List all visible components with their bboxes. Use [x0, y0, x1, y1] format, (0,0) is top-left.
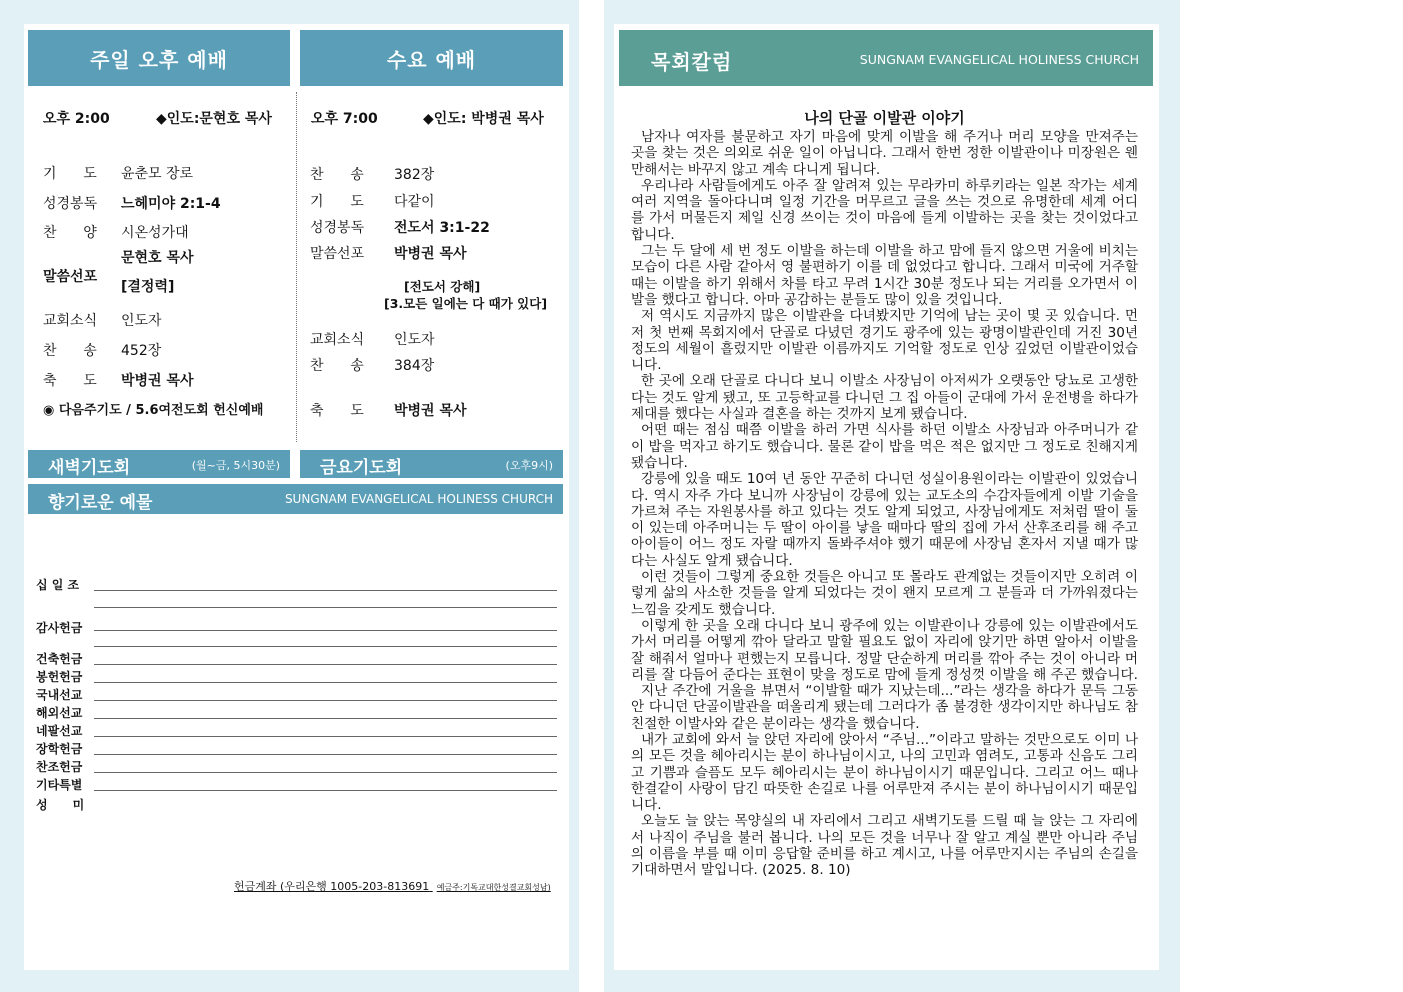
offering-line: [94, 790, 557, 791]
article-paragraph: 지난 주간에 거울을 뷰면서 “이발할 때가 지났는데...”라는 생각을 하다가 문득 그동안 다니던 단골이발관을 떠올리게 됐는데 그러다가 좀 불경한 생각이지만 하나님도 참 친절한 이발사와 같은 분이라는 생각을 했습니다.: [631, 683, 1139, 732]
sunday-pm-time: 오후 2:00: [43, 111, 110, 127]
article-paragraph: 이렇게 한 곳을 오래 다니다 보니 광주에 있는 이발관이나 강릉에 있는 이발관에서도 가서 머리를 어떻게 깎아 달라고 말할 필요도 없이 자리에 앉기만 하면 알아서 이발을 잘 해줘서 얼마나 편했는지 모릅니다. 정말 단순하게 머리를 깎아 주는 것이 아니라 머리를 잘 다듬어 준다는 표현이 맞을 정도로 맘에 들게 정성껏 이발을 해 주곤 했습니다.: [631, 617, 1138, 683]
offering-item-label: 찬조헌금: [36, 760, 83, 774]
wednesday-header: [300, 30, 563, 86]
column-header-title: 목회칼럼: [651, 50, 733, 74]
sunday-pm-value: 452장: [121, 343, 162, 359]
account-number: 헌금계좌 (우리은행 1005-203-813691: [234, 880, 430, 893]
sunday-pm-value: 시온성가대: [121, 225, 189, 241]
friday-prayer-time: (오후9시): [505, 459, 553, 472]
article-paragraph: 우리나라 사람들에게도 아주 잘 알려져 있는 무라카미 하루키라는 일본 작가는 세계 여러 지역을 돌아다니며 일정 기간을 머무르고 글을 쓰는 것으로 유명한데 세계 어디를 가서 머물든지 제일 신경 쓰이는 것이 마음에 들게 이발하는 곳을 찾는 것이었다고 합니다.: [631, 177, 1138, 243]
sunday-pm-sermon-label: 말씀선포: [43, 269, 98, 285]
wednesday-title: 수요 예배: [386, 47, 477, 72]
sunday-pm-value: 인도자: [121, 313, 162, 329]
wednesday-label: 기 도: [310, 194, 364, 210]
wednesday-leader: ◆인도: 박병권 목사: [423, 111, 544, 127]
wednesday-sermon-series: [전도서 강해]: [404, 279, 481, 294]
column-header: [619, 30, 1153, 86]
article-paragraph: 내가 교회에 와서 늘 앉던 자리에 앉아서 “주님...”이라고 말하는 것만으로도 이미 나의 모든 것을 헤아리시는 분이 하나님이시고, 나의 고민과 염려도, 고통과 신음도 그리고 기쁨과 슬픔도 모두 헤아리시는 분이 하나님이시기 때문입니다. 그리고 어느 때나 한결같이 사랑이 담긴 따뜻한 손길로 나를 어루만져 주시는 분이 하나님이시기 때문입니다.: [631, 731, 1138, 814]
offering-line: [94, 754, 557, 755]
sunday-pm-header: [28, 30, 290, 86]
wednesday-time: 오후 7:00: [311, 111, 378, 127]
offering-item-label: 건축헌금: [36, 652, 83, 666]
sunday-pm-label: 성경봉독: [43, 196, 98, 212]
wednesday-label: 말씀선포: [310, 246, 365, 262]
offering-line: [94, 646, 557, 647]
offering-line: [94, 590, 557, 591]
offering-item-label: 장학헌금: [36, 742, 83, 756]
offering-item-label: 기타특별: [36, 778, 83, 792]
wednesday-label: 찬 송: [310, 358, 364, 374]
sunday-pm-sermon-preacher: 문현호 목사: [121, 250, 194, 266]
sunday-pm-label: 찬 송: [43, 343, 97, 359]
wednesday-sermon-title: [3.모든 일에는 다 때가 있다]: [384, 296, 548, 311]
wednesday-value: 전도서 3:1-22: [394, 220, 490, 236]
wednesday-value: 박병권 목사: [394, 403, 467, 419]
offering-item-label: 봉헌헌금: [36, 670, 83, 684]
offering-item-label: 성 미: [36, 798, 85, 812]
wednesday-label: 축 도: [310, 403, 364, 419]
article-paragraph: 남자나 여자를 불문하고 자기 마음에 맞게 이발을 해 주거나 머리 모양을 만져주는 곳을 찾는 것은 의외로 쉬운 일이 아닙니다. 그래서 한번 정한 이발관이나 미장원은 웬만해서는 바꾸지 않고 계속 다니게 됩니다.: [631, 129, 1138, 178]
wednesday-value: 인도자: [394, 332, 435, 348]
column-article: [631, 129, 1138, 879]
offering-line: [94, 736, 557, 737]
wednesday-label: 교회소식: [310, 332, 365, 348]
sunday-pm-label: 찬 양: [43, 225, 97, 241]
sunday-pm-value: 윤춘모 장로: [121, 166, 194, 182]
wednesday-value: 다같이: [394, 194, 435, 210]
offering-item-label: 해외선교: [36, 706, 83, 720]
offering-item-label: 감사헌금: [36, 621, 83, 635]
offering-title: 향기로운 예물: [48, 493, 153, 513]
offering-bar: [28, 484, 563, 514]
article-paragraph: 어떤 때는 점심 때쯤 이발을 하러 가면 식사를 하던 이발소 사장님과 아주머니가 같이 밥을 먹자고 하기도 했습니다. 물론 같이 밥을 먹은 적은 없지만 그 정도로 친해지게 됐습니다.: [631, 422, 1138, 471]
wednesday-value: 382장: [394, 167, 435, 183]
sunday-pm-title: 주일 오후 예배: [90, 47, 228, 72]
sunday-pm-sermon-title: [결정력]: [121, 279, 175, 295]
sunday-pm-label: 축 도: [43, 373, 97, 389]
offering-item-label: 국내선교: [36, 688, 83, 702]
wednesday-value: 384장: [394, 358, 435, 374]
column-divider: [296, 92, 297, 442]
article-paragraph: 오늘도 늘 앉는 목양실의 내 자리에서 그리고 새벽기도를 드릴 때 늘 앉는 그 자리에서 나직이 주님을 불러 봅니다. 나의 모든 것을 너무나 잘 알고 계실 뿐만 아니라 주님의 이름을 부를 때 이미 응답할 준비를 하고 계시고, 나를 어루만지시는 주님의 손길을 기대하면서 말입니다. (2025. 8. 10): [631, 813, 1138, 879]
friday-prayer-title: 금요기도회: [320, 458, 403, 478]
article-paragraph: 저 역시도 지금까지 많은 이발관을 다녀봤지만 기억에 남는 곳이 몇 곳 있습니다. 먼저 첫 번째 목회지에서 단골로 다녔던 경기도 광주에 있는 광명이발관인데 거진 30년 정도의 세월이 흘렀지만 이발관 이름까지도 기억할 정도로 인상 깊었던 이발관이었습니다.: [631, 308, 1138, 374]
column-header-church: SUNGNAM EVANGELICAL HOLINESS CHURCH: [859, 52, 1139, 67]
sunday-pm-value: 느헤미야 2:1-4: [121, 196, 221, 212]
offering-account: [234, 878, 551, 894]
wednesday-label: 찬 송: [310, 167, 364, 183]
offering-line: [94, 772, 557, 773]
offering-line: [94, 718, 557, 719]
article-paragraph: 강릉에 있을 때도 10여 년 동안 꾸준히 다니던 성실이용원이라는 이발관이 있었습니다. 역시 자주 가다 보니까 사장님이 강릉에 있는 교도소의 수감자들에게 이발 기술을 가르쳐 주는 자원봉사를 하고 있다는 것도 알게 되었고, 사장님에게도 저처럼 딸이 둘이 있는데 아주머니는 두 딸이 아이를 낳을 때마다 딸의 집에 가서 산후조리를 해 주고 아이들이 어느 정도 자랄 때까지 돌봐주셔야 했기 때문에 사장님 혼자서 지낼 때가 많다는 사실도 알게 됐습니다.: [631, 471, 1138, 569]
sunday-pm-label: 기 도: [43, 166, 97, 182]
sunday-pm-leader: ◆인도:문현호 목사: [156, 111, 272, 127]
dawn-prayer-time: (월~금, 5시30분): [191, 459, 280, 472]
article-paragraph: 한 곳에 오래 단골로 다니다 보니 이발소 사장님이 아저씨가 오랫동안 당뇨로 고생한다는 것도 알게 됐고, 또 고등학교를 다니던 그 집 아들이 군대에 가서 운전병을 하다가 제대를 했다는 사실과 결혼을 하는 것까지 보게 됐습니다.: [631, 373, 1138, 423]
sunday-pm-notice: ◉ 다음주기도 / 5.6여전도회 헌신예배: [43, 403, 264, 418]
offering-line: [94, 664, 557, 665]
friday-prayer-bar: [300, 450, 563, 478]
dawn-prayer-bar: [28, 450, 290, 478]
sunday-pm-value: 박병권 목사: [121, 373, 194, 389]
wednesday-value: 박병권 목사: [394, 246, 467, 262]
article-paragraph: 이런 것들이 그렇게 중요한 것들은 아니고 또 몰라도 관계없는 것들이지만 오히려 이렇게 삶의 사소한 것들을 알게 되었다는 것이 왠지 모르게 그 분들과 더 가까워졌다는 느낌을 갖게도 했습니다.: [631, 569, 1138, 618]
account-holder: 예금주:기독교대한성결교회성남): [436, 883, 551, 892]
offering-item-label: 십 일 조: [36, 578, 80, 592]
offering-line: [94, 682, 557, 683]
dawn-prayer-title: 새벽기도회: [48, 458, 131, 478]
column-title: 나의 단골 이발관 이야기: [804, 109, 965, 127]
article-paragraph: 그는 두 달에 세 번 정도 이발을 하는데 이발을 하고 맘에 들지 않으면 거울에 비치는 모습이 다른 사람 같아서 영 불편하기 이를 데 없었다고 합니다. 그래서 미국에 거주할 때는 이발을 하기 위해서 차를 타고 무려 1시간 30분 정도나 되는 거리를 오가면서 이발을 했다고 합니다. 아마 공감하는 분들도 많이 있을 것입니다.: [631, 243, 1138, 308]
sunday-pm-label: 교회소식: [43, 313, 98, 329]
offering-item-label: 네팔선교: [36, 724, 83, 738]
offering-line: [94, 700, 557, 701]
wednesday-label: 성경봉독: [310, 220, 365, 236]
offering-line: [94, 630, 557, 631]
offering-church: SUNGNAM EVANGELICAL HOLINESS CHURCH: [284, 492, 553, 506]
offering-line: [94, 607, 557, 608]
